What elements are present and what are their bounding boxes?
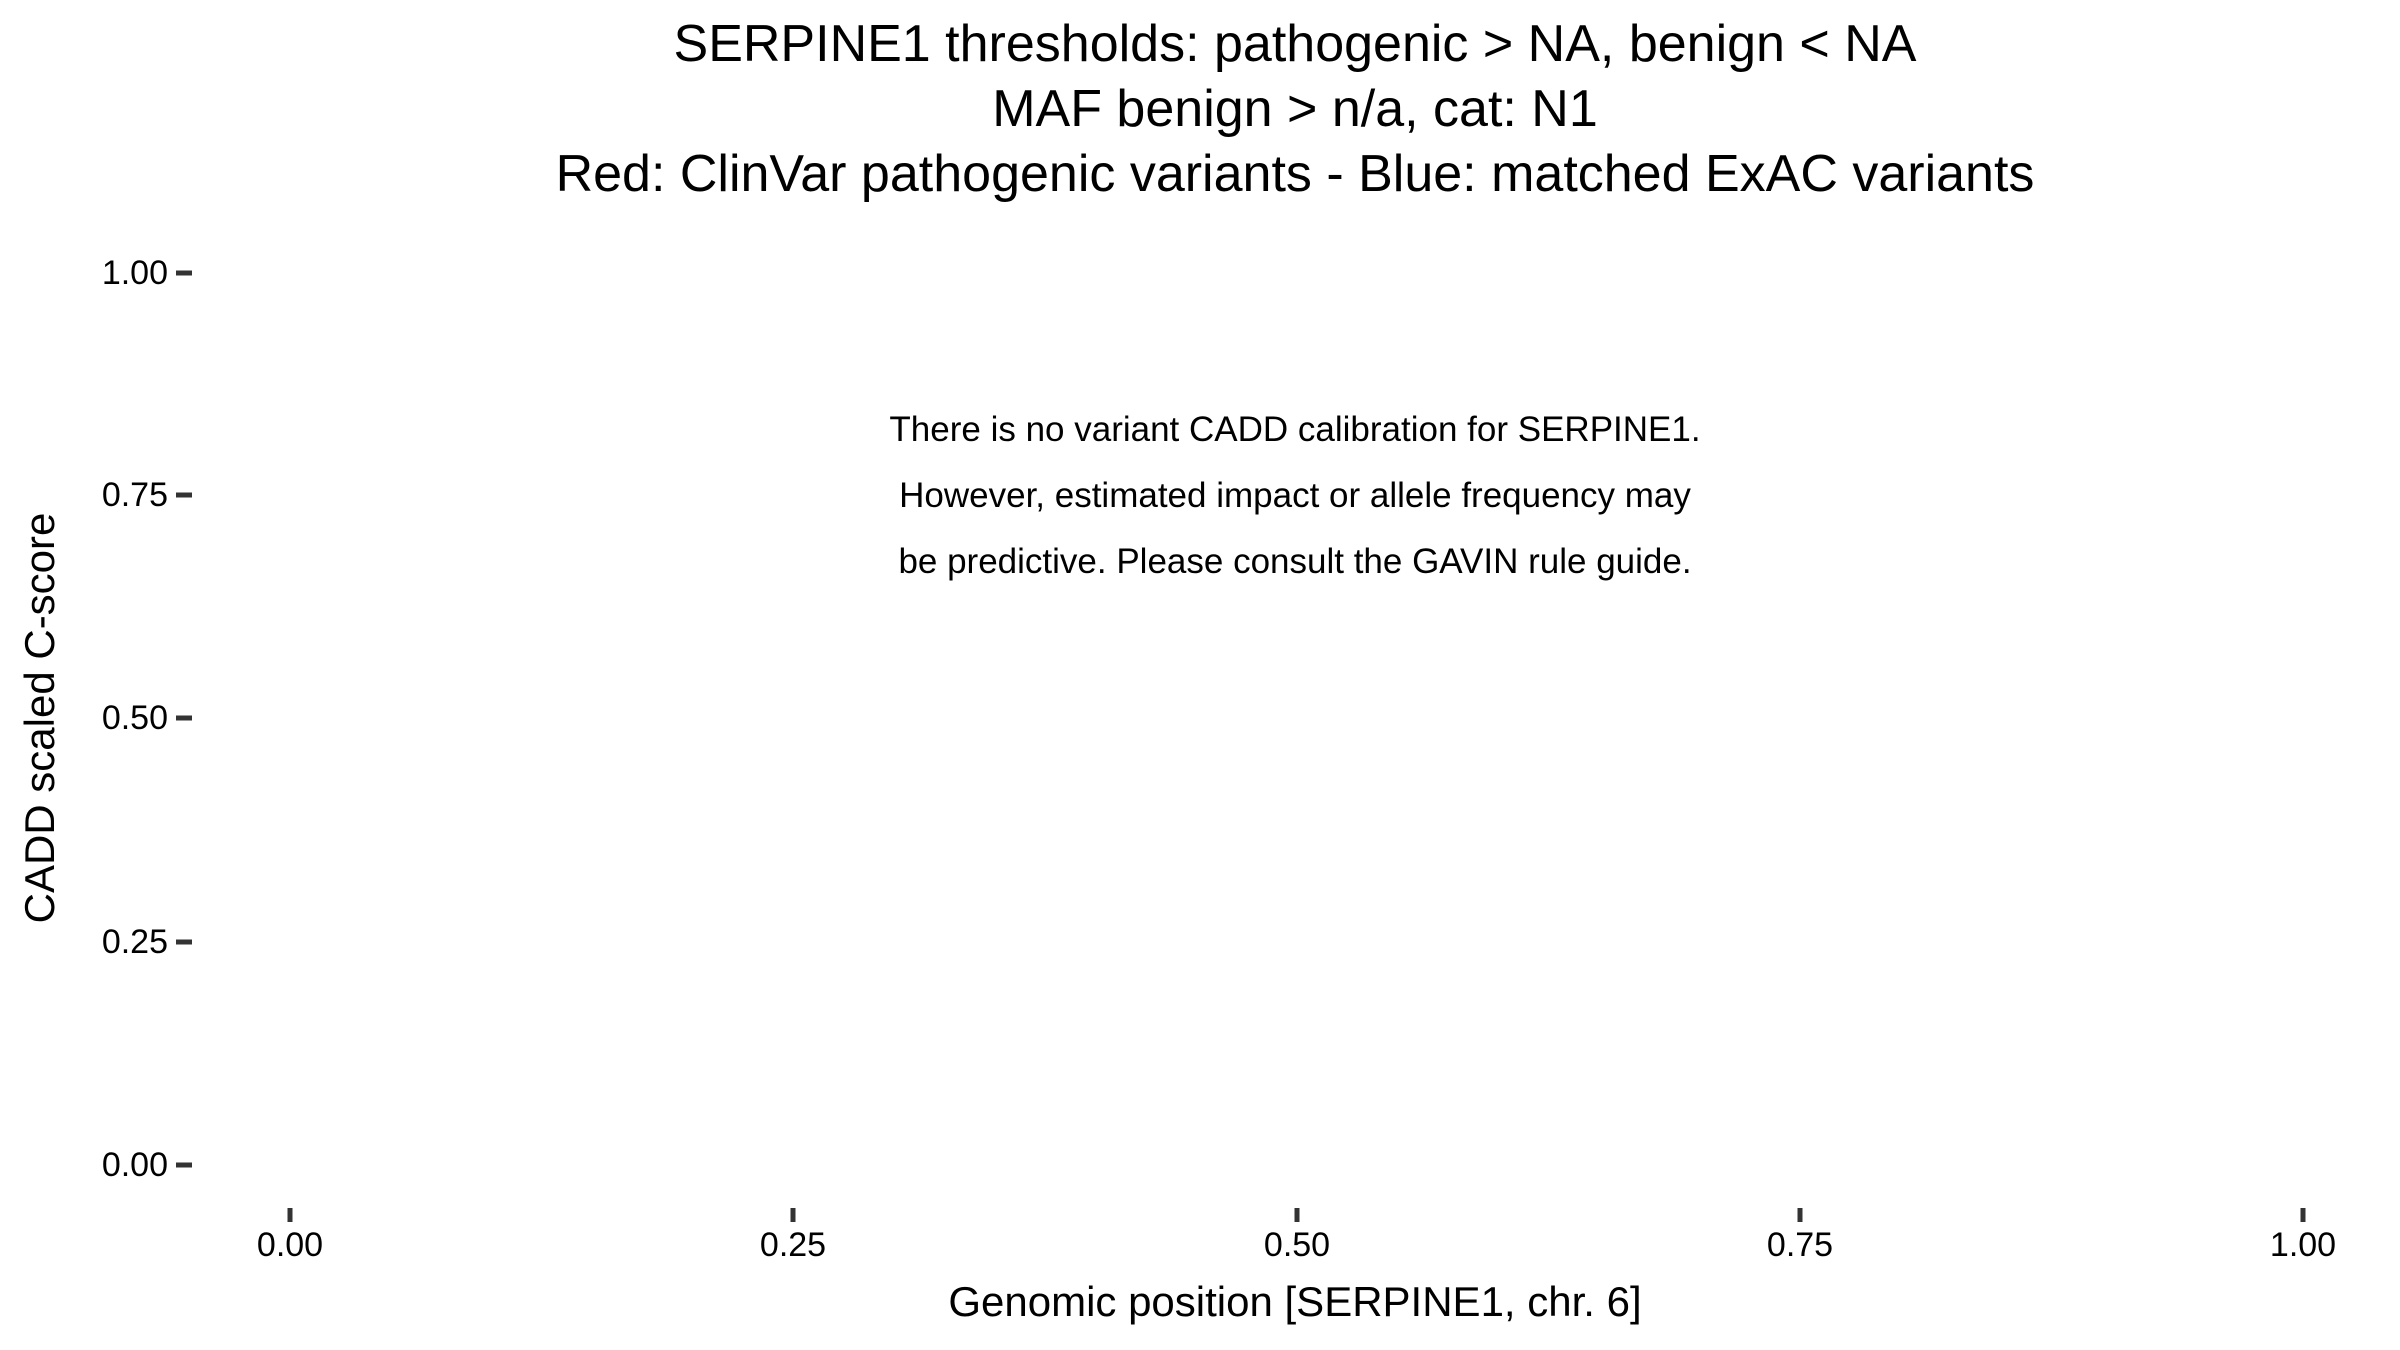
x-axis-tick-label: 1.00: [2269, 1226, 2337, 1264]
y-axis-tick-label: 1.00: [101, 254, 168, 292]
y-axis-tick-mark: [176, 940, 192, 945]
y-axis-tick-label: 0.00: [101, 1146, 168, 1184]
y-axis-tick-label: 0.75: [101, 476, 168, 514]
x-axis-tick-mark: [288, 1208, 293, 1222]
annotation-line-1: There is no variant CADD calibration for SERPINE1.: [889, 410, 1701, 449]
x-axis-tick-mark: [791, 1208, 796, 1222]
no-calibration-annotation: [190, 397, 2400, 595]
x-axis-tick-label: 0.50: [1263, 1226, 1331, 1264]
x-axis-tick-label: 0.00: [256, 1226, 324, 1264]
y-axis-tick-label: 0.50: [101, 699, 168, 737]
x-axis-title: Genomic position [SERPINE1, chr. 6]: [948, 1278, 1642, 1325]
y-axis-tick-mark: [176, 716, 192, 721]
chart-title-line-2: MAF benign > n/a, cat: N1: [992, 80, 1598, 138]
x-axis-tick-mark: [1295, 1208, 1300, 1222]
x-axis-tick-mark: [2301, 1208, 2306, 1222]
chart-title-line-1: SERPINE1 thresholds: pathogenic > NA, benign < NA: [673, 15, 1917, 73]
y-axis-tick-mark: [176, 1163, 192, 1168]
chart-title: [190, 12, 2400, 207]
annotation-line-2: However, estimated impact or allele frequency may: [899, 476, 1691, 515]
y-axis-title: CADD scaled C-score: [16, 512, 63, 924]
y-axis-tick-mark: [176, 271, 192, 276]
y-axis-tick-label: 0.25: [101, 923, 168, 961]
x-axis-tick-mark: [1798, 1208, 1803, 1222]
x-axis-tick-label: 0.25: [759, 1226, 827, 1264]
chart-title-line-3: Red: ClinVar pathogenic variants - Blue: matched ExAC variants: [555, 145, 2035, 203]
x-axis-tick-label: 0.75: [1766, 1226, 1834, 1264]
annotation-line-3: be predictive. Please consult the GAVIN rule guide.: [898, 542, 1692, 581]
